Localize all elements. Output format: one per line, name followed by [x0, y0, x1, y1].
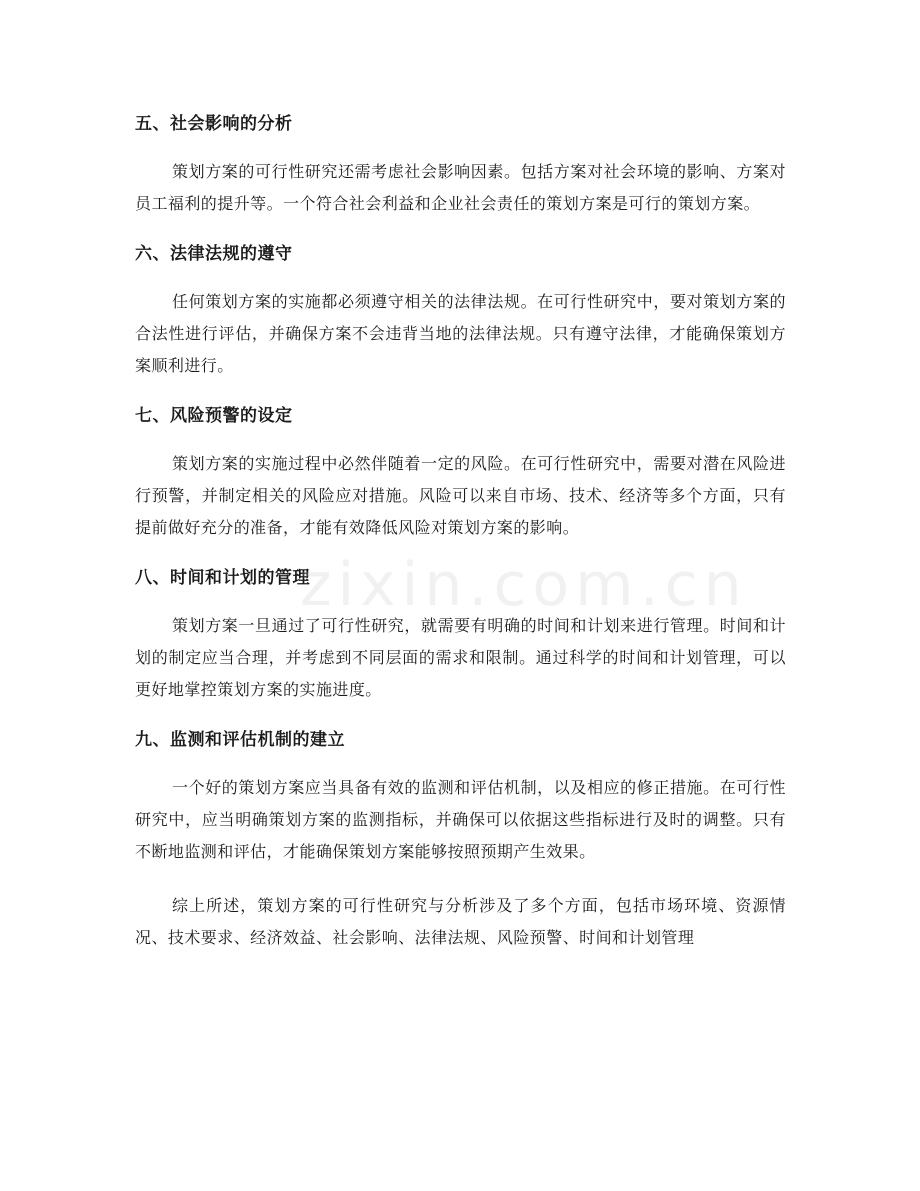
section-heading-legal-compliance: 六、法律法规的遵守: [135, 244, 293, 264]
conclusion-paragraph: 综上所述，策划方案的可行性研究与分析涉及了多个方面，包括市场环境、资源情况、技术要求、经济效益、社会影响、法律法规、风险预警、时间和计划管理: [135, 896, 786, 947]
section-body-social-impact: 策划方案的可行性研究还需考虑社会影响因素。包括方案对社会环境的影响、方案对员工福利的提升等。一个符合社会利益和企业社会责任的策划方案是可行的策划方案。: [135, 162, 786, 213]
section-body-risk-warning: 策划方案的实施过程中必然伴随着一定的风险。在可行性研究中，需要对潜在风险进行预警，并制定相关的风险应对措施。风险可以来自市场、技术、经济等多个方面，只有提前做好充分的准备，才能有效降低风险对策划方案的影响。: [135, 454, 786, 537]
section-heading-social-impact: 五、社会影响的分析: [135, 114, 293, 134]
watermark-text: zixin.com.cn: [300, 550, 748, 620]
section-body-monitoring-evaluation: 一个好的策划方案应当具备有效的监测和评估机制，以及相应的修正措施。在可行性研究中，应当明确策划方案的监测指标，并确保可以依据这些指标进行及时的调整。只有不断地监测和评估，才能确保策划方案能够按照预期产生效果。: [135, 778, 786, 861]
section-body-legal-compliance: 任何策划方案的实施都必须遵守相关的法律法规。在可行性研究中，要对策划方案的合法性进行评估，并确保方案不会违背当地的法律法规。只有遵守法律，才能确保策划方案顺利进行。: [135, 292, 786, 375]
section-heading-risk-warning: 七、风险预警的设定: [135, 406, 293, 426]
section-heading-time-plan-management: 八、时间和计划的管理: [135, 568, 310, 588]
section-heading-monitoring-evaluation: 九、监测和评估机制的建立: [135, 730, 345, 750]
section-body-time-plan-management: 策划方案一旦通过了可行性研究，就需要有明确的时间和计划来进行管理。时间和计划的制定应当合理，并考虑到不同层面的需求和限制。通过科学的时间和计划管理，可以更好地掌控策划方案的实施进度。: [135, 616, 786, 699]
